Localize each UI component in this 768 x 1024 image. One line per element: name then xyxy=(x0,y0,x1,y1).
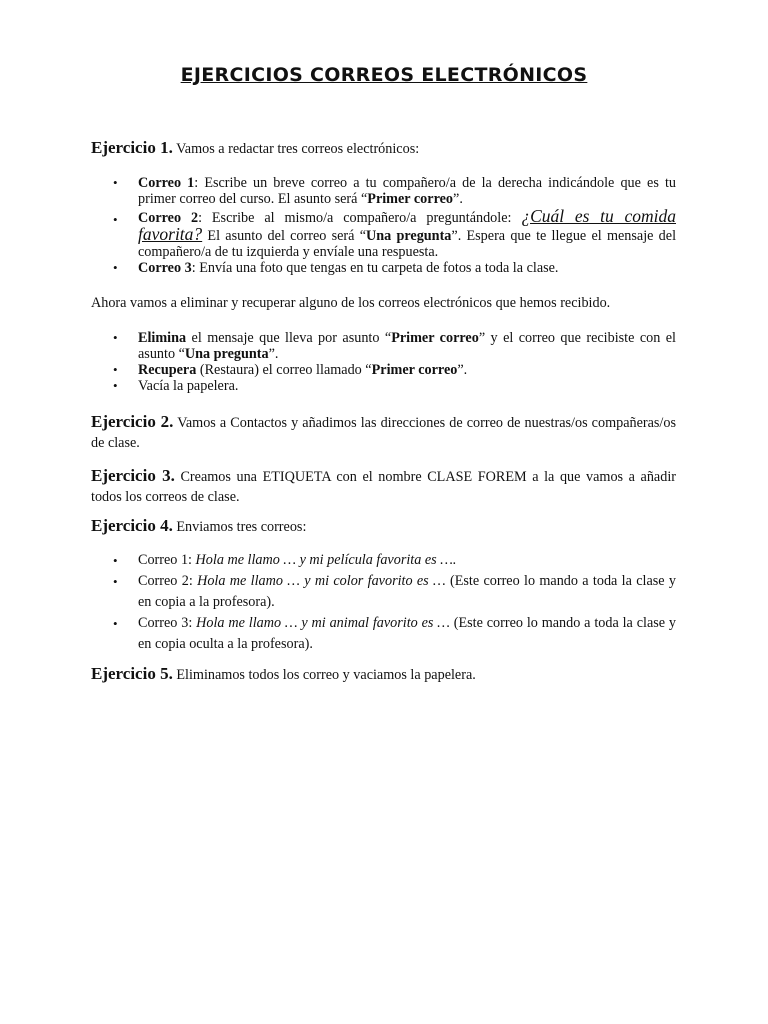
exercise-1-list xyxy=(91,175,676,276)
exercise-4-list xyxy=(91,550,676,655)
list-item: • Recupera (Restaura) el correo llamado “Primer correo”. xyxy=(113,362,468,378)
bullet-icon: • xyxy=(113,260,118,275)
list-item: • Correo 2: Escribe al mismo/a compañero/a preguntándole: ¿Cuál es tu comida favorita? El asunto del correo será “Una pregunta”. Espera que te llegue el mensaje del compañero/a de tu izquierda y envíale una respuesta. xyxy=(113,206,677,260)
exercise-1-text: Vamos a redactar tres correos electrónicos: xyxy=(172,141,420,157)
list-item: • Correo 1: Hola me llamo … y mi película favorita es …. xyxy=(91,550,676,571)
bullet-icon: • xyxy=(113,553,118,568)
exercise-5-heading: Ejercicio 5. xyxy=(91,664,173,683)
list-item: • Correo 3: Envía una foto que tengas en tu carpeta de fotos a toda la clase. xyxy=(113,260,559,276)
exercise-2-text: Vamos a Contactos y añadimos las direcciones de correo de nuestras/os compañeras/os de clase. xyxy=(91,415,676,451)
bullet-icon: • xyxy=(113,212,118,227)
bullet-icon: • xyxy=(113,330,118,345)
exercise-4-text: Enviamos tres correos: xyxy=(172,519,307,535)
exercise-1-heading: Ejercicio 1. xyxy=(91,138,173,157)
delete-intro: Ahora vamos a eliminar y recuperar alguno de los correos electrónicos que hemos recibido. xyxy=(91,295,611,311)
exercise-4-heading: Ejercicio 4. xyxy=(91,516,173,535)
exercise-5 xyxy=(91,666,676,683)
document-title: EJERCICIOS CORREOS ELECTRÓNICOS xyxy=(180,64,588,86)
bullet-icon: • xyxy=(113,378,118,393)
list-item: • Elimina el mensaje que lleva por asunto “Primer correo” y el correo que recibiste con el asunto “Una pregunta”. xyxy=(113,330,676,362)
bullet-icon: • xyxy=(113,616,118,631)
exercise-4-intro xyxy=(91,518,676,535)
exercise-5-text: Eliminamos todos los correo y vaciamos la papelera. xyxy=(172,667,476,683)
delete-list xyxy=(91,330,676,394)
bullet-icon: • xyxy=(113,574,118,589)
exercise-3 xyxy=(91,466,676,507)
exercise-2-heading: Ejercicio 2. xyxy=(91,412,174,431)
list-item: • Correo 3: Hola me llamo … y mi animal favorito es … (Este correo lo mando a toda la clase y en copia oculta a la profesora). xyxy=(113,615,676,652)
bullet-icon: • xyxy=(113,362,118,377)
list-item: • Correo 1: Escribe un breve correo a tu compañero/a de la derecha indicándole que es tu primer correo del curso. El asunto será “Primer correo”. xyxy=(113,175,676,207)
question-text: ¿Cuál es tu comida favorita? xyxy=(138,206,677,244)
bullet-icon: • xyxy=(113,175,118,190)
exercise-3-text: Creamos una ETIQUETA con el nombre CLASE FOREM a la que vamos a añadir todos los correos de clase. xyxy=(91,469,676,505)
list-item: • Correo 2: Hola me llamo … y mi color favorito es … (Este correo lo mando a toda la clase y en copia a la profesora). xyxy=(113,573,677,610)
exercise-1-intro xyxy=(91,140,676,157)
exercise-3-heading: Ejercicio 3. xyxy=(91,466,175,485)
list-item: • Vacía la papelera. xyxy=(113,378,239,394)
exercise-2 xyxy=(91,412,676,453)
